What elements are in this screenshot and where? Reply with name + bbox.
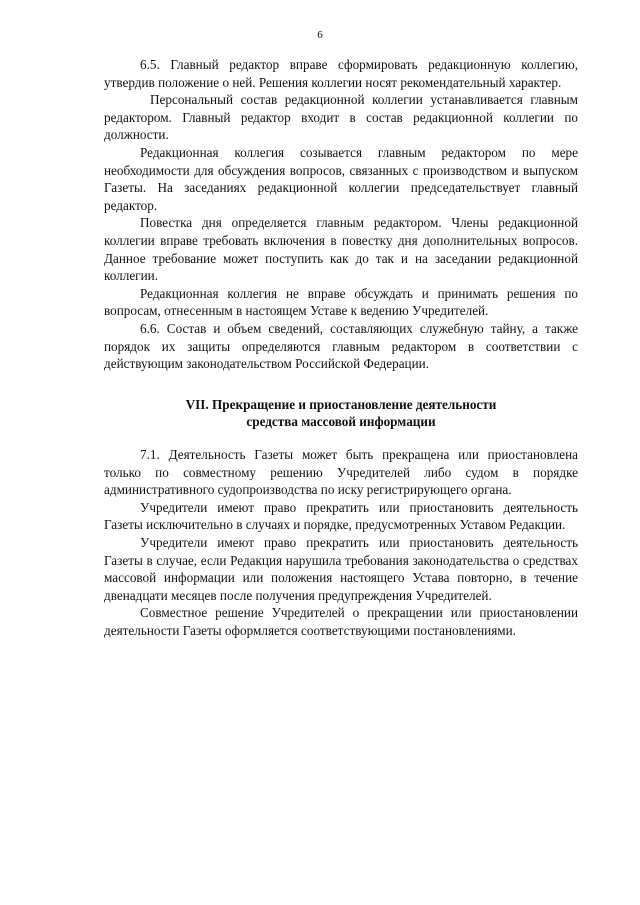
paragraph-founders-right: Учредители имеют право прекратить или приостановить деятельность Газеты исключительно в случаях и порядке, предусмотренных Уставом Редакции. bbox=[104, 499, 578, 533]
section-7-heading bbox=[104, 396, 578, 430]
section-7-heading-line2: средства массовой информации bbox=[246, 414, 436, 429]
paragraph-founders-violation: Учредители имеют право прекратить или приостановить деятельность Газеты в случае, если Редакция нарушила требования законодательства о средствах массовой информации или положения настоящего Устава повторно, в течение двенадцати месяцев после получения предупреждения Учредителей. bbox=[104, 534, 578, 603]
paragraph-joint-decision: Совместное решение Учредителей о прекращении или приостановлении деятельности Газеты оформляется соответствующими постановлениями. bbox=[104, 605, 578, 638]
paragraph-board-limits: Редакционная коллегия не вправе обсуждать и принимать решения по вопросам, отнесенным в настоящем Уставе к ведению Учредителей. bbox=[104, 285, 578, 319]
section-6-text bbox=[104, 56, 578, 373]
page-number: 6 bbox=[317, 29, 323, 41]
section-7-text bbox=[104, 446, 578, 640]
paragraph-6-5: 6.5. Главный редактор вправе сформировать редакционную коллегию, утвердив положение о ней. Решения коллегии носят рекомендательный характер. bbox=[104, 57, 578, 90]
paragraph-7-1: 7.1. Деятельность Газеты может быть прекращена или приостановлена только по совместному решению Учредителей либо судом в порядке административного судопроизводства по иску регистрирующего органа. bbox=[104, 447, 578, 498]
paragraph-editorial-board-composition: Персональный состав редакционной коллегии устанавливается главным редактором. Главный редактор входит в состав редакционной коллегии по должности. bbox=[104, 92, 578, 143]
section-7-heading-line1: VII. Прекращение и приостановление деятельности bbox=[185, 397, 497, 412]
paragraph-6-6: 6.6. Состав и объем сведений, составляющих служебную тайну, а также порядок их защиты определяются главным редактором в соответствии с действующим законодательством Российской Федерации. bbox=[104, 320, 578, 372]
paragraph-editorial-board-meetings: Редакционная коллегия созывается главным редактором по мере необходимости для обсуждения вопросов, связанных с производством и выпуском Газеты. На заседаниях редакционной коллегии председательствует главный редактор. bbox=[104, 144, 578, 213]
paragraph-agenda: Повестка дня определяется главным редактором. Члены редакционной коллегии вправе требовать включения в повестку дня дополнительных вопросов. Данное требование может поступить как до так и на заседании редакционной коллегии. bbox=[104, 215, 578, 284]
